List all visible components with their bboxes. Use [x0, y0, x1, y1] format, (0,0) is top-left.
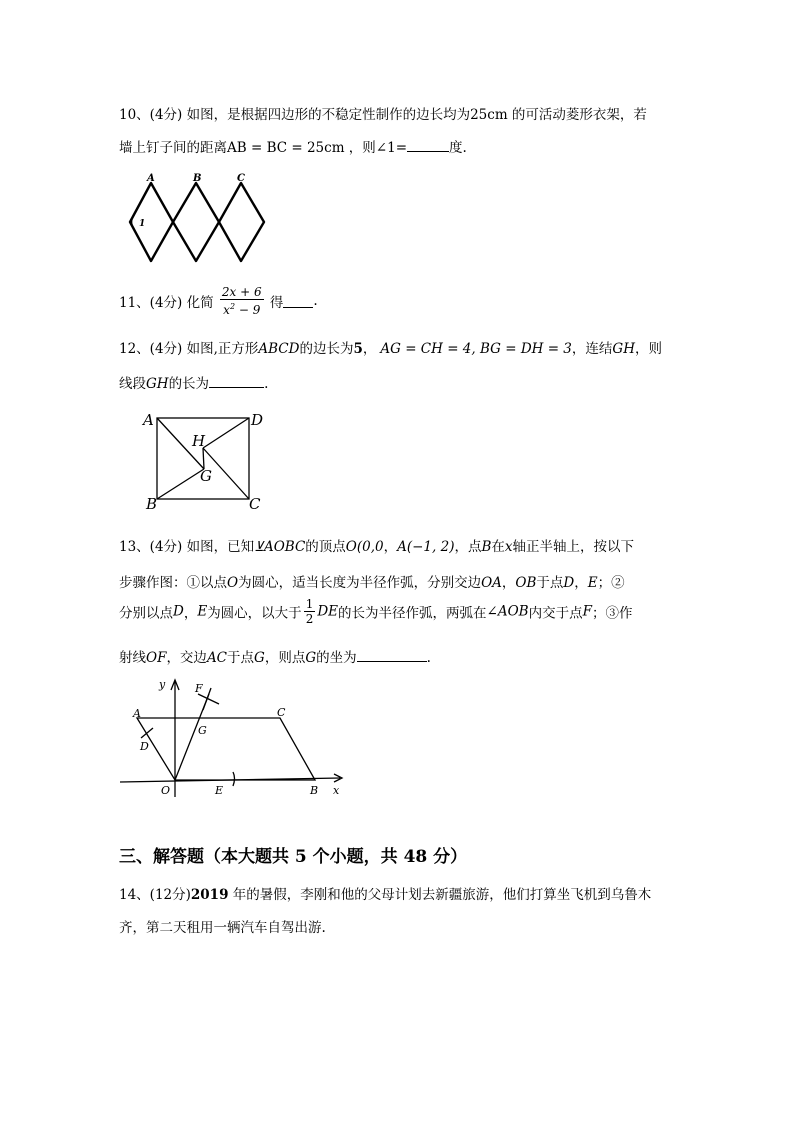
q10-label-C: C: [237, 173, 245, 184]
q12-l1-prefix: 12、(4分) 如图,正方形: [119, 341, 259, 357]
q12-seg-BG: [157, 469, 204, 499]
q13-l2-f: ；②: [597, 575, 625, 591]
q12-l2-mid: 的长为: [168, 376, 210, 392]
q12-square-name: ABCD: [258, 341, 300, 357]
q11-den-rest: − 9: [235, 303, 261, 317]
q10-label-B: B: [193, 173, 202, 184]
q13-parallelogram: [137, 718, 315, 780]
q10-rhombus-1: [130, 183, 173, 261]
q13-label-E: E: [215, 784, 224, 797]
q13-parallelogram: ⊻AOBC: [254, 539, 306, 555]
q10-label-angle: 1: [139, 219, 146, 229]
q10-answer-blank: [407, 139, 449, 152]
q13-l1-c: ，: [383, 539, 398, 555]
q13-label-y: y: [159, 678, 166, 691]
q13-l3-b: ，: [183, 605, 198, 622]
q13-l1-d: ，点: [454, 539, 482, 555]
q13-l3-F: F: [582, 603, 592, 620]
q10-rhombus-3: [219, 183, 264, 261]
q12-equation: AG = CH = 4, BG = DH = 3: [380, 341, 572, 357]
q13-line3: [119, 597, 632, 626]
q13-l3-a: 分别以点: [119, 605, 173, 622]
q13-l3-D: D: [173, 603, 184, 620]
q13-l2-OA: OA: [481, 575, 502, 591]
q13-label-D: D: [140, 740, 149, 753]
q13-l1-b: 的顶点: [305, 539, 346, 555]
q10-rhombus-2: [173, 183, 219, 261]
q13-l3-d: 的长为半径作弧，两弧在: [338, 605, 487, 622]
q13-label-A: A: [133, 707, 141, 720]
q13-line4: [119, 646, 431, 666]
q14-line1-text: 年的暑假，李刚和他的父母计划去新疆旅游，他们打算坐飞机到乌鲁木: [228, 887, 652, 903]
q11-line: [119, 285, 318, 317]
q13-l4-OF: OF: [146, 650, 167, 666]
q13-l3-c: 为圆心，以大于: [207, 605, 302, 622]
q12-l1-end: ，则: [634, 341, 662, 357]
q13-l1-x: x: [504, 539, 513, 555]
q12-l1-suffix: ，连结: [571, 341, 613, 357]
q13-l4-end: .: [426, 650, 431, 666]
q13-l4-G2: G: [305, 650, 317, 666]
q12-gh: GH: [612, 341, 635, 357]
q11-prefix: 11、(4分) 化简: [119, 295, 214, 311]
q13-point-o: O(0,0: [345, 539, 384, 555]
q13-half-fraction: [304, 597, 316, 626]
q13-l2-O: O: [227, 575, 239, 591]
q10-line2-end: 度.: [449, 140, 467, 156]
q13-line2: [119, 571, 625, 591]
q13-l2-d: 于点: [536, 575, 564, 591]
q11-den-base: x: [223, 303, 230, 317]
q11-answer-blank: [283, 295, 313, 308]
q13-label-x: x: [333, 784, 340, 797]
q13-l2-a: 步骤作图：①以点: [119, 575, 227, 591]
q12-gh-2: GH: [146, 376, 169, 392]
q11-denominator: [220, 300, 264, 317]
q13-line1: [119, 535, 634, 555]
q12-l2-end: .: [264, 376, 269, 392]
q12-label-G: G: [200, 467, 212, 485]
q12-seg-DH: [203, 418, 249, 448]
q13-label-F: F: [195, 682, 203, 695]
q14-line1: [119, 883, 651, 903]
q13-label-B: B: [310, 784, 319, 797]
q12-label-B: B: [146, 495, 158, 513]
q13-l2-e: ，: [574, 575, 588, 591]
q14-prefix: 14、(12分): [119, 887, 191, 903]
q12-side: 5: [353, 341, 363, 357]
q13-l2-E: E: [587, 575, 598, 591]
q12-line2: [119, 372, 268, 392]
q13-l3-DE: DE: [317, 603, 339, 620]
q13-l2-b: 为圆心，适当长度为半径作弧，分别交边: [238, 575, 482, 591]
q13-l1-B: B: [481, 539, 492, 555]
q13-arc-mark-D: [141, 728, 153, 738]
q14-line2: 齐，第二天租用一辆汽车自驾出游.: [119, 920, 326, 936]
q13-label-O: O: [161, 784, 171, 797]
q12-label-D: D: [251, 411, 264, 429]
q13-half-num: 1: [305, 597, 314, 611]
q13-label-C: C: [277, 706, 286, 719]
q13-coordinate-figure: [115, 672, 355, 802]
q13-l2-D: D: [563, 575, 575, 591]
q12-seg-GH: [203, 448, 204, 469]
q12-l1-mid: 的边长为: [299, 341, 354, 357]
q12-label-C: C: [249, 495, 261, 513]
q13-label-G: G: [198, 724, 207, 737]
q12-square-figure: [140, 405, 285, 515]
q14-year: 2019: [190, 887, 229, 903]
q13-l3-E: E: [197, 603, 208, 620]
q13-point-a: A(−1, 2): [397, 539, 455, 555]
q13-answer-blank: [357, 649, 427, 662]
q10-line1: 10、(4分) 如图，是根据四边形的不稳定性制作的边长均为25cm 的可活动菱形衣架，若: [119, 107, 647, 123]
q10-label-A: A: [147, 173, 155, 184]
q13-l1-e: 在: [491, 539, 505, 555]
q13-l2-c: ，: [501, 575, 516, 591]
q11-fraction: [220, 285, 264, 317]
q10-angle-arc: [132, 215, 135, 229]
q13-l4-a: 射线: [119, 650, 146, 666]
q13-l3-e: 内交于点: [528, 605, 583, 622]
q10-rhombus-figure: [120, 168, 280, 268]
q13-l3-angle: ∠AOB: [486, 603, 529, 620]
q13-l3-f: ；③作: [591, 605, 633, 622]
q12-line1: 12、(4分) 如图,正方形ABCD的边长为5， AG = CH = 4, BG = DH = 3，连结GH，则: [119, 341, 662, 357]
q13-arc-mark-E: [233, 772, 235, 786]
q13-l1-a: 13、(4分) 如图，已知: [119, 539, 255, 555]
q13-l4-G: G: [254, 650, 265, 666]
q13-l4-AC: AC: [206, 650, 228, 666]
q11-numerator: 2x + 6: [221, 285, 262, 299]
q13-l4-b: ，交边: [166, 650, 207, 666]
q13-l1-f: 轴正半轴上，按以下: [512, 539, 635, 555]
q13-l4-d: ，则点: [264, 650, 306, 666]
q12-label-A: A: [143, 411, 154, 429]
q11-suffix: 得: [269, 295, 284, 311]
q13-half-den: 2: [305, 612, 314, 626]
q13-l4-e: 的坐为: [316, 650, 357, 666]
q12-l2-prefix: 线段: [119, 376, 146, 392]
q12-label-H: H: [192, 432, 206, 450]
q13-l4-c: 于点: [227, 650, 255, 666]
q11-end: .: [313, 293, 318, 309]
q12-answer-blank: [209, 375, 264, 388]
q10-line2: [119, 136, 467, 156]
q11-den-exp: 2: [229, 302, 236, 311]
q13-l2-OB: OB: [515, 575, 537, 591]
q10-line2-text: 墙上钉子间的距离AB = BC = 25cm ，则∠1=: [119, 140, 408, 156]
section-3-title: 三、解答题（本大题共 5 个小题，共 48 分）: [119, 847, 468, 867]
